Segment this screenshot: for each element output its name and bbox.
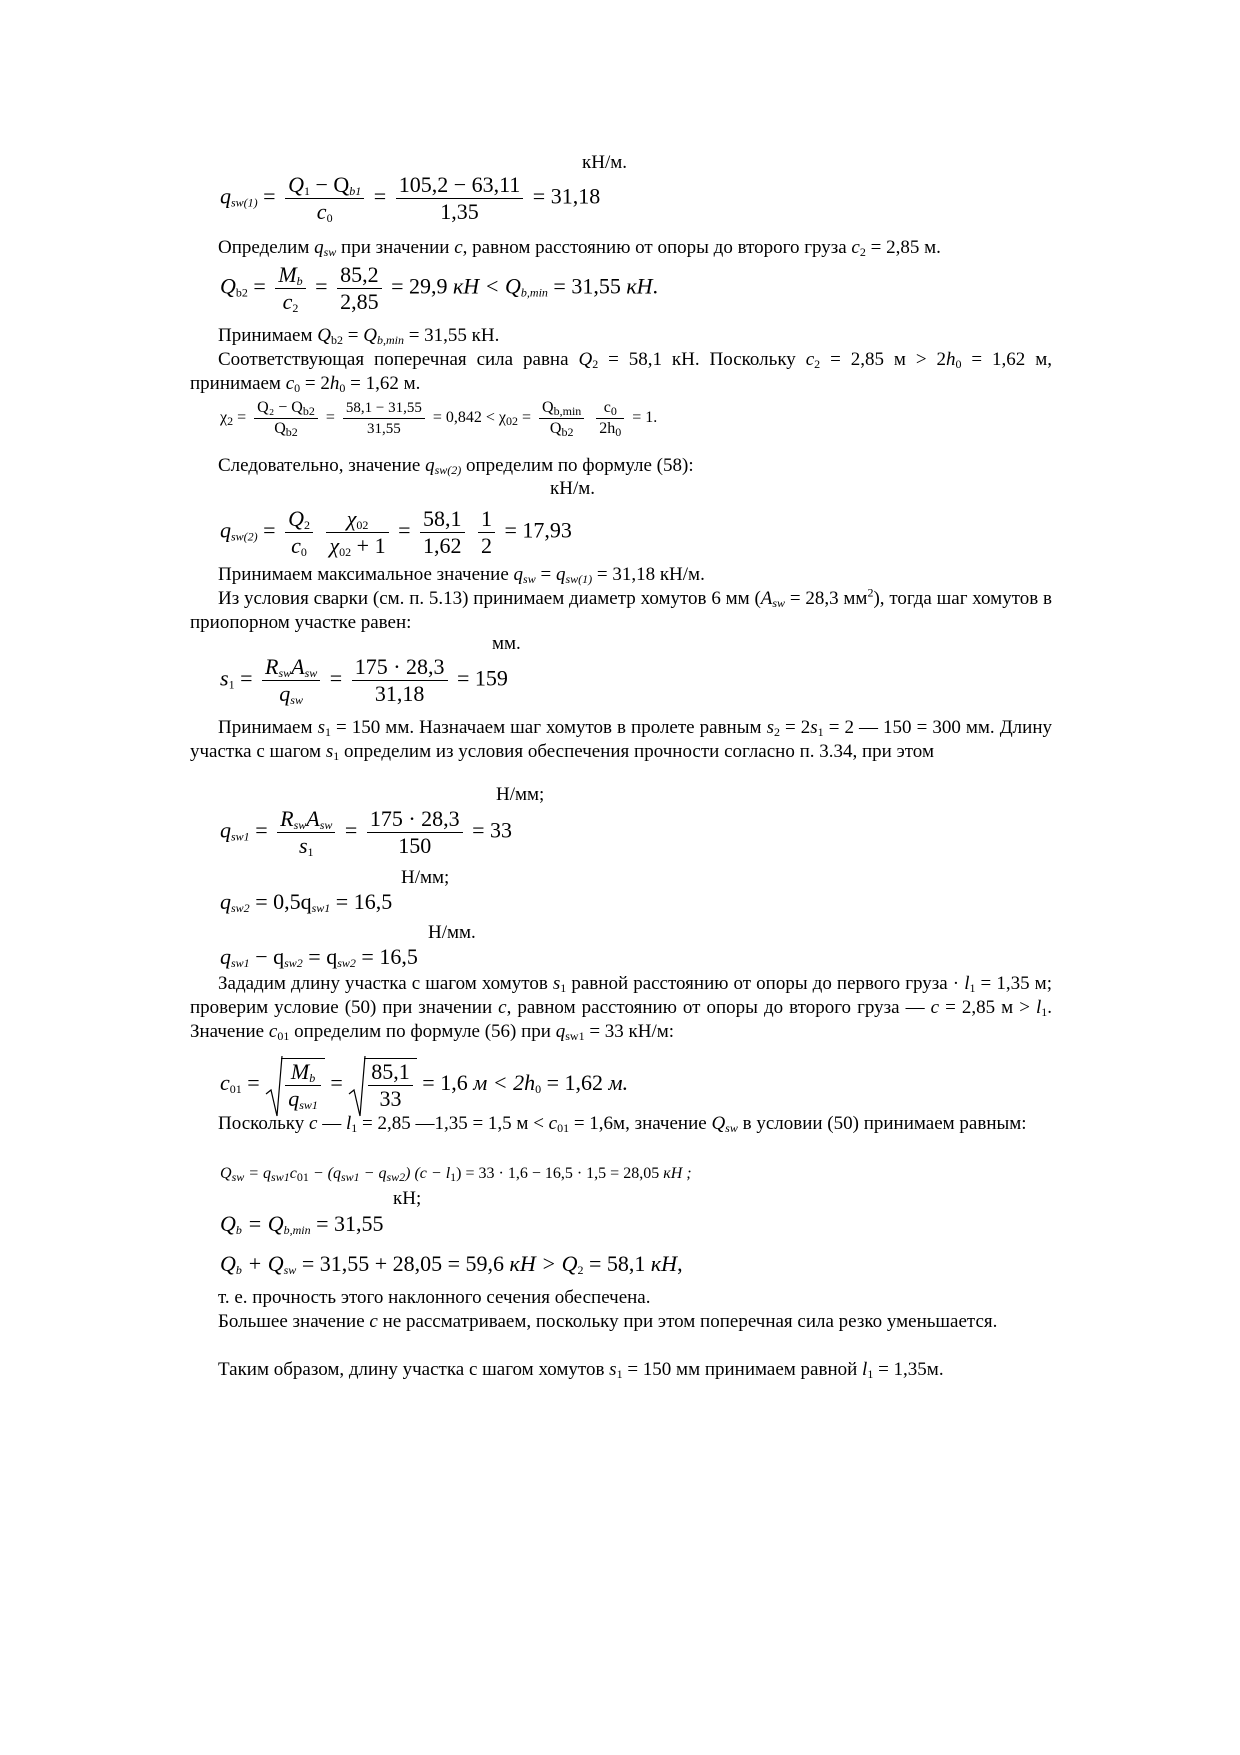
paragraph-6: Из условия сварки (см. п. 5.13) принимаем диаметр хомутов 6 мм ($A_{sw} = 28,3$ $мм^2$), тогда шаг хомутов в приопорном участке равен: <box>190 585 1052 633</box>
formula-qb2: $Q_{b2}$ = $\frac{M_b}{c_2}$ = $\frac{85,2}{2,85}$ = 29,9 кН < $Q_{b,min} = 31,55$ кН. <box>220 262 659 315</box>
formula-c01: $c_{01}$ = $\frac{M_b}{q_{sw1}}$ = $\frac{85,1}{33}$ = 1,6 $м < 2h_0 = 1,62$ м. <box>220 1058 628 1112</box>
formula-check: $Q_b + Q_{sw} = 31,55 + 28,05 = 59,6$ кН > $Q_2 = 58,1$ кН, <box>220 1251 683 1277</box>
formula-qsw-value: $Q_{sw} = q_{sw1}c_{01} - (q_{sw1} - q_{sw2}) (c - l_1) = 33 \cdot 1,6 - 16,5 \cdot 1,5 = 28,05$ кН ; <box>220 1165 692 1184</box>
formula-s1: $s_1$ = $\frac{R_{sw}A_{sw}}{q_{sw}}$ = $\frac{175 \cdot 28,3}{31,18}$ = 159 <box>220 654 508 707</box>
paragraph-9: Поскольку c — $l_1 = 2,85$ —1,35 = 1,5 $м < c_{01} = 1,6м$, значение $Q_{sw}$ в условии (50) принимаем равным: <box>218 1113 1027 1135</box>
formula-qb: $Q_b = Q_{b,min} = 31,55$ <box>220 1211 384 1237</box>
formula-qsw1-value: $q_{sw1}$ = $\frac{R_{sw}A_{sw}}{s_1}$ = $\frac{175 \cdot 28,3}{150}$ = 33 <box>220 806 513 859</box>
paragraph-7: Принимаем $s_1 = 150$ мм. Назначаем шаг хомутов в пролете равным $s_2 = 2s_1 = 2$ — 150 = 300 мм. Длину участка с шагом $s_1$ определим из условия обеспечения прочности согласно п. 3.34, при этом <box>190 717 1052 763</box>
formula-qsw2: $q_{sw(2)}$ = $\frac{Q_2}{c_0}$ $\frac{\chi_{02}}{\chi_{02} + 1}$ = $\frac{58,1}{1,62}$ $\frac{1}{2}$ = 17,93 <box>220 506 572 559</box>
paragraph-11: Большее значение c не рассматриваем, поскольку при этом поперечная сила резко уменьшается. <box>218 1311 998 1332</box>
formula-qsw2-value: $q_{sw2} = 0,5q_{sw1} = 16,5$ <box>220 889 393 915</box>
paragraph-10: т. е. прочность этого наклонного сечения обеспечена. <box>218 1287 651 1308</box>
unit-label: Н/мм; <box>496 784 545 805</box>
paragraph-4: Следовательно, значение $q_{sw(2)}$ определим по формуле (58): <box>218 455 694 477</box>
formula-qsw-difference: $q_{sw1} - q_{sw2} = q_{sw2} = 16,5$ <box>220 944 418 970</box>
paragraph-8: Зададим длину участка с шагом хомутов $s_1$ равной расстоянию от опоры до первого груза · $l_1 = 1,35$ м; проверим условие (50) при значении c, равном расстоянию от опоры до второго груза — c = 2,85 $м > l_1$. Значение $c_{01}$ определим по формуле (56) при $q_{sw1} = 33$ кН/м: <box>190 973 1052 1043</box>
formula-chi2: $\chi_2$ = $\frac{Q_2 - Q_{b2}}{Q_{b2}}$ = $\frac{58,1 - 31,55}{31,55}$ = $0,842 < \chi_{02}$ = $\frac{Q_{b,min}}{Q_{b2}}$ $\frac{c_0}{2h_0}$ = 1. <box>220 399 658 439</box>
unit-label: Н/мм. <box>428 922 476 943</box>
unit-label: мм. <box>492 633 521 654</box>
paragraph-2: Принимаем $Q_{b2} = Q_{b,min} = 31,55$ кН. <box>218 325 500 347</box>
paragraph-1: Определим $q_{sw}$ при значении c, равном расстоянию от опоры до второго груза $c_2 = 2,85$ м. <box>218 237 941 259</box>
formula-qsw1: $q_{sw(1)}$ = $\frac{Q_1 - Q_{b1}}{c_0}$ = $\frac{105,2 - 63,11}{1,35}$ = 31,18 <box>220 172 601 225</box>
unit-label: кН/м. <box>550 478 596 499</box>
unit-label: кН/м. <box>582 152 628 173</box>
paragraph-12: Таким образом, длину участка с шагом хомутов $s_1 = 150$ мм принимаем равной $l_1 = 1,35м$. <box>218 1359 944 1381</box>
paragraph-3: Соответствующая поперечная сила равна $Q_2 = 58,1$ кН. Поскольку $c_2 = 2,85$ $м > 2h_0 = 1,62$ м, принимаем $c_0 = 2h_0 = 1,62$ м. <box>190 349 1052 395</box>
unit-label: Н/мм; <box>401 867 450 888</box>
unit-label: кН; <box>393 1188 422 1209</box>
paragraph-5: Принимаем максимальное значение $q_{sw} = q_{sw(1)} = 31,18$ кН/м. <box>218 564 705 586</box>
